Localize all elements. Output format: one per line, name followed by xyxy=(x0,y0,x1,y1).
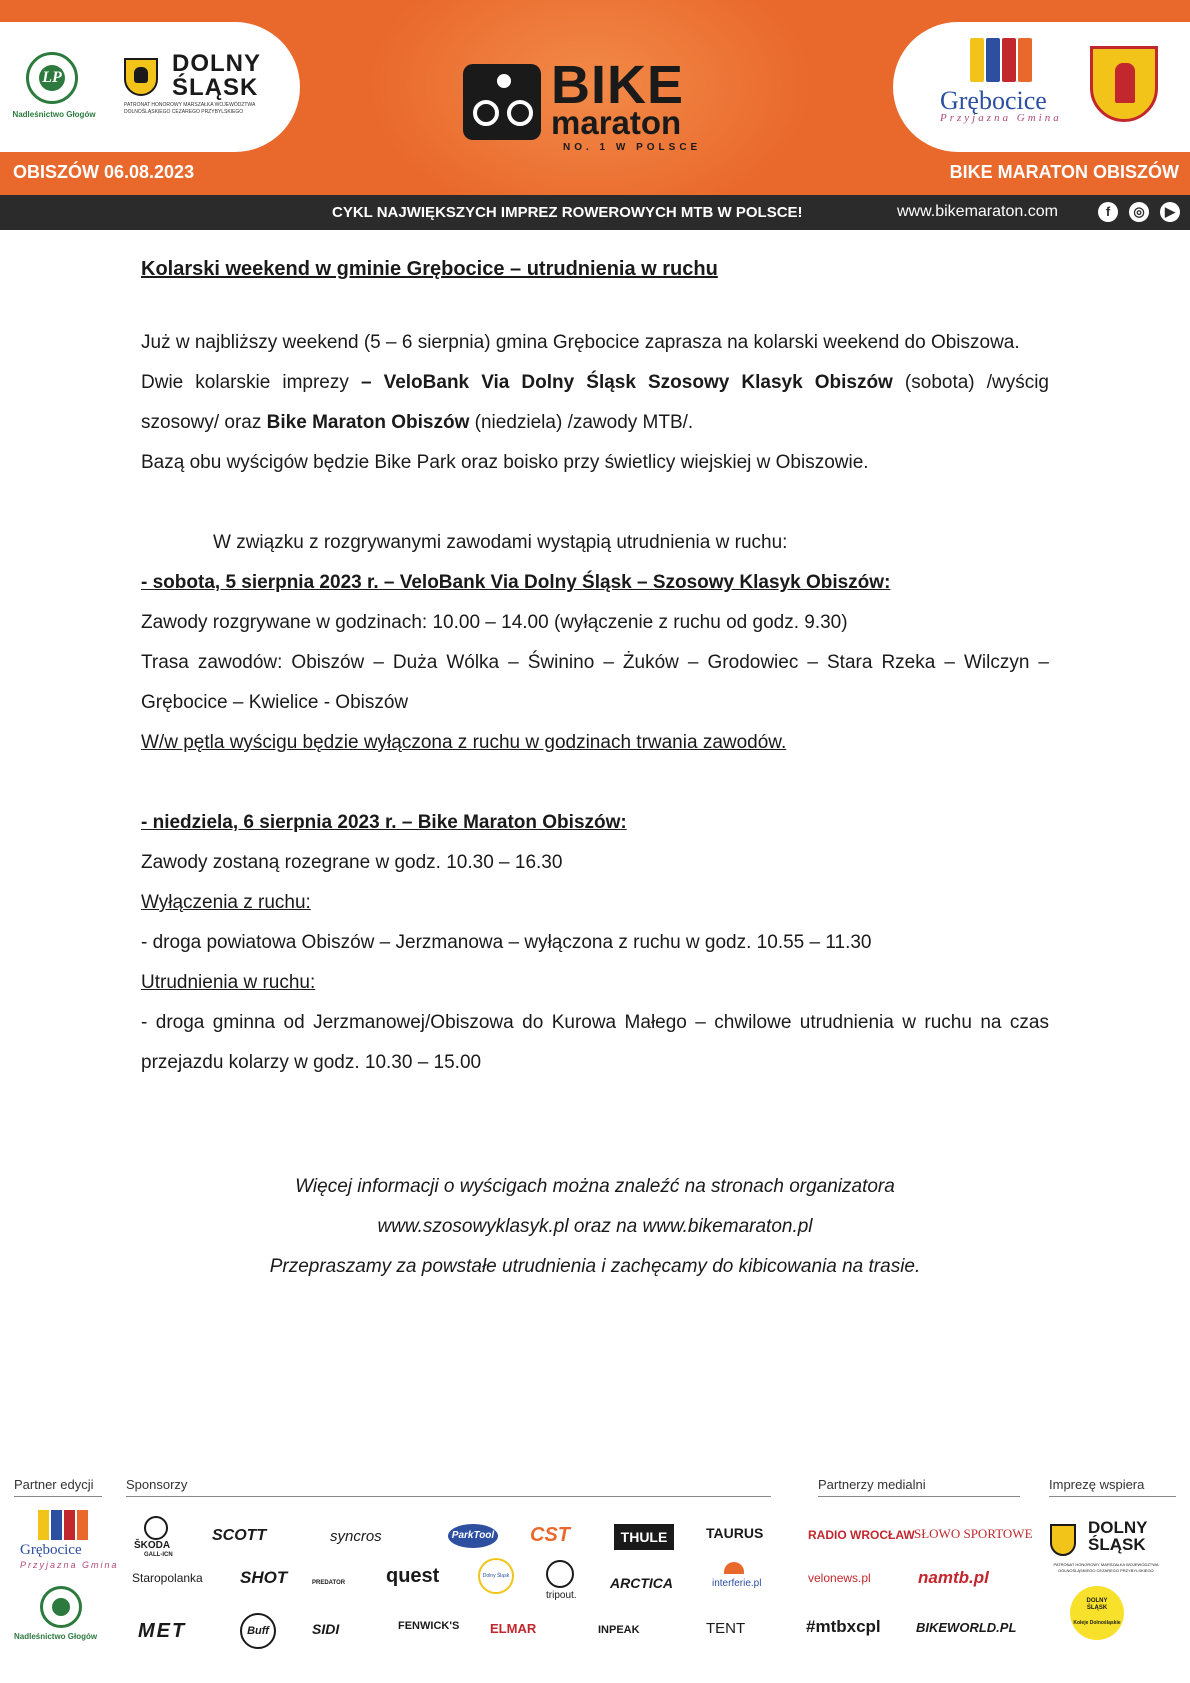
dolny-slask-small-shield-icon xyxy=(1050,1524,1076,1556)
support-dolny-slask: DOLNY ŚLĄSK xyxy=(1088,1518,1148,1554)
sponsor-scott: SCOTT xyxy=(212,1527,267,1544)
sponsor-inpeak: INPEAK xyxy=(598,1624,640,1636)
support-heading: Imprezę wspiera xyxy=(1049,1477,1145,1492)
apology-line: Przepraszamy za powstałe utrudnienia i zachęcamy do kibicowania na trasie. xyxy=(269,1256,921,1277)
sponsor-tent: TENT xyxy=(706,1620,746,1637)
paragraph-intro-line-4: Bazą obu wyścigów będzie Bike Park oraz boisko przy świetlicy wiejskiej w Obiszowie. xyxy=(141,452,869,473)
grebocice-emblem-small-icon xyxy=(38,1510,90,1540)
grebocice-emblem-icon xyxy=(970,38,1036,82)
sponsor-cst: CST xyxy=(530,1524,570,1546)
lasy-panstwowe-logo: LP xyxy=(26,52,78,104)
paragraph-intro-line-1: Już w najbliższy weekend (5 – 6 sierpnia) gmina Grębocice zaprasza na kolarski weekend do Obiszowa. xyxy=(141,332,1020,353)
sponsor-arctica: ARCTICA xyxy=(610,1575,673,1591)
sponsor-taurus: TAURUS xyxy=(706,1525,764,1541)
sponsor-predator: PREDATOR xyxy=(312,1580,346,1586)
paragraph-intro-line-3: szosowy/ oraz Bike Maraton Obiszów (niedziela) /zawody MTB/. xyxy=(141,412,694,433)
slogan-text: CYKL NAJWIĘKSZYCH IMPREZ ROWEROWYCH MTB W POLSCE! xyxy=(332,204,803,221)
skoda-icon xyxy=(144,1516,168,1540)
sponsor-shot: SHOT xyxy=(240,1568,288,1587)
sponsor-thule: THULE xyxy=(614,1524,674,1550)
grebocice-coat-of-arms-icon xyxy=(1090,46,1158,122)
saturday-loop-note: W/w pętla wyścigu będzie wyłączona z ruchu w godzinach trwania zawodów. xyxy=(141,732,787,753)
sponsor-syncros: syncros xyxy=(330,1528,382,1545)
facebook-icon[interactable]: f xyxy=(1098,202,1118,222)
saturday-route-line-1: Trasa zawodów: Obiszów – Duża Wólka – Świnino – Żuków – Grodowiec – Stara Rzeka – Wilczyn – xyxy=(141,652,1049,673)
media-slowo-sportowe: SŁOWO SPORTOWE xyxy=(914,1526,1033,1541)
media-partners-heading: Partnerzy medialni xyxy=(818,1477,926,1492)
paragraph-intro-line-2: Dwie kolarskie imprezy – VeloBank Via Dolny Śląsk Szosowy Klasyk Obiszów (sobota) /wyścig xyxy=(141,372,1049,393)
grebocice-tagline: Przyjazna Gmina xyxy=(940,112,1062,124)
sponsor-elmar: ELMAR xyxy=(490,1621,537,1636)
sunday-heading: - niedziela, 6 sierpnia 2023 r. – Bike Maraton Obiszów: xyxy=(141,812,627,833)
sponsor-sidi: SIDI xyxy=(312,1621,340,1637)
slogan-bar xyxy=(0,195,1190,230)
sponsor-buff: Buff xyxy=(240,1613,276,1649)
sponsor-interferie: interferie.pl xyxy=(712,1578,762,1589)
youtube-icon[interactable]: ▶ xyxy=(1160,202,1180,222)
interferie-sun-icon xyxy=(724,1562,744,1574)
sponsor-dolny-slask-badge: Dolny Śląsk xyxy=(478,1558,514,1594)
grebocice-logo-text: Grębocice xyxy=(940,86,1047,115)
partner-nadlesnictwo: Nadleśnictwo Głogów xyxy=(14,1632,98,1641)
sponsor-met: MET xyxy=(138,1620,187,1642)
saturday-hours: Zawody rozgrywane w godzinach: 10.00 – 14.00 (wyłączenie z ruchu od godz. 9.30) xyxy=(141,612,848,633)
hindrances-heading: Utrudnienia w ruchu: xyxy=(141,972,316,993)
media-velonews: velonews.pl xyxy=(808,1571,871,1585)
sponsors-heading: Sponsorzy xyxy=(126,1477,188,1492)
closures-heading: Wyłączenia z ruchu: xyxy=(141,892,311,913)
media-namtb: namtb.pl xyxy=(918,1568,989,1587)
more-info-urls: www.szosowyklasyk.pl oraz na www.bikemaraton.pl xyxy=(377,1216,813,1237)
partner-divider xyxy=(14,1496,102,1497)
header-banner xyxy=(0,0,1190,230)
event-title: BIKE MARATON OBISZÓW xyxy=(949,162,1179,182)
hindrance-item-line-1: - droga gminna od Jerzmanowej/Obiszowa do Kurowa Małego – chwilowe utrudnienia w ruchu na czas xyxy=(141,1012,1049,1033)
website-link[interactable]: www.bikemaraton.com xyxy=(897,203,1058,220)
saturday-route-line-2: Grębocice – Kwielice - Obiszów xyxy=(141,692,409,713)
partner-grebocice-name: Grębocice xyxy=(20,1542,82,1558)
sponsor-tripout: tripout. xyxy=(546,1590,577,1601)
support-patron-text: PATRONAT HONOROWY MARSZAŁKA WOJEWÓDZTWA DOLNOŚLĄSKIEGO CEZAREGO PRZYBYLSKIEGO xyxy=(1053,1562,1159,1573)
saturday-heading: - sobota, 5 sierpnia 2023 r. – VeloBank Via Dolny Śląsk – Szosowy Klasyk Obiszów: xyxy=(141,572,891,593)
restrictions-intro: W związku z rozgrywanymi zawodami wystąpią utrudnienia w ruchu: xyxy=(213,532,788,553)
hindrance-item-line-2: przejazdu kolarzy w godz. 10.30 – 15.00 xyxy=(141,1052,482,1073)
lasy-panstwowe-small-icon xyxy=(40,1586,82,1628)
sponsor-skoda-sub: GALL-ICN xyxy=(144,1552,173,1558)
media-radio-wroclaw: RADIO WROCŁAW xyxy=(808,1528,915,1542)
bike-maraton-logo: BIKE maraton NO. 1 W POLSCE xyxy=(463,58,723,158)
sponsor-parktool: ParkTool xyxy=(448,1524,498,1548)
sponsors-divider xyxy=(126,1496,771,1497)
sponsor-fenwicks: FENWICK'S xyxy=(398,1620,460,1632)
tripout-icon xyxy=(546,1560,574,1588)
sponsor-quest: quest xyxy=(386,1565,440,1587)
dolny-slask-logo: DOLNY ŚLĄSK xyxy=(172,50,261,101)
partner-grebocice-tag: Przyjazna Gmina xyxy=(20,1560,119,1570)
dolny-slask-patron-text: PATRONAT HONOROWY MARSZAŁKA WOJEWÓDZTWA DOLNOŚLĄSKIEGO CEZAREGO PRZYBYLSKIEGO xyxy=(124,102,256,115)
dolny-slask-shield-icon xyxy=(124,58,158,96)
closure-item: - droga powiatowa Obiszów – Jerzmanowa – wyłączona z ruchu w godz. 10.55 – 11.30 xyxy=(141,932,872,953)
nadlesnictwo-label: Nadleśnictwo Głogów xyxy=(12,110,96,119)
more-info-line-1: Więcej informacji o wyścigach można znaleźć na stronach organizatora xyxy=(295,1176,895,1197)
media-bikeworld: BIKEWORLD.PL xyxy=(916,1620,1017,1635)
partner-heading: Partner edycji xyxy=(14,1477,94,1492)
support-divider xyxy=(1049,1496,1176,1497)
media-mtbxcpl: #mtbxcpl xyxy=(806,1617,881,1636)
media-divider xyxy=(818,1496,1020,1497)
sunday-hours: Zawody zostaną rozegrane w godz. 10.30 – 16.30 xyxy=(141,852,563,873)
announcement-title: Kolarski weekend w gminie Grębocice – utrudnienia w ruchu xyxy=(141,258,718,280)
instagram-icon[interactable]: ◎ xyxy=(1129,202,1149,222)
event-date: OBISZÓW 06.08.2023 xyxy=(13,162,195,182)
cyclist-icon xyxy=(463,64,541,140)
sponsor-staropolanka: Staropolanka xyxy=(132,1571,203,1585)
koleje-dolnoslaskie-logo: DOLNY ŚLĄSK Koleje Dolnośląskie xyxy=(1070,1586,1124,1640)
sponsor-skoda: ŠKODA xyxy=(134,1540,171,1551)
